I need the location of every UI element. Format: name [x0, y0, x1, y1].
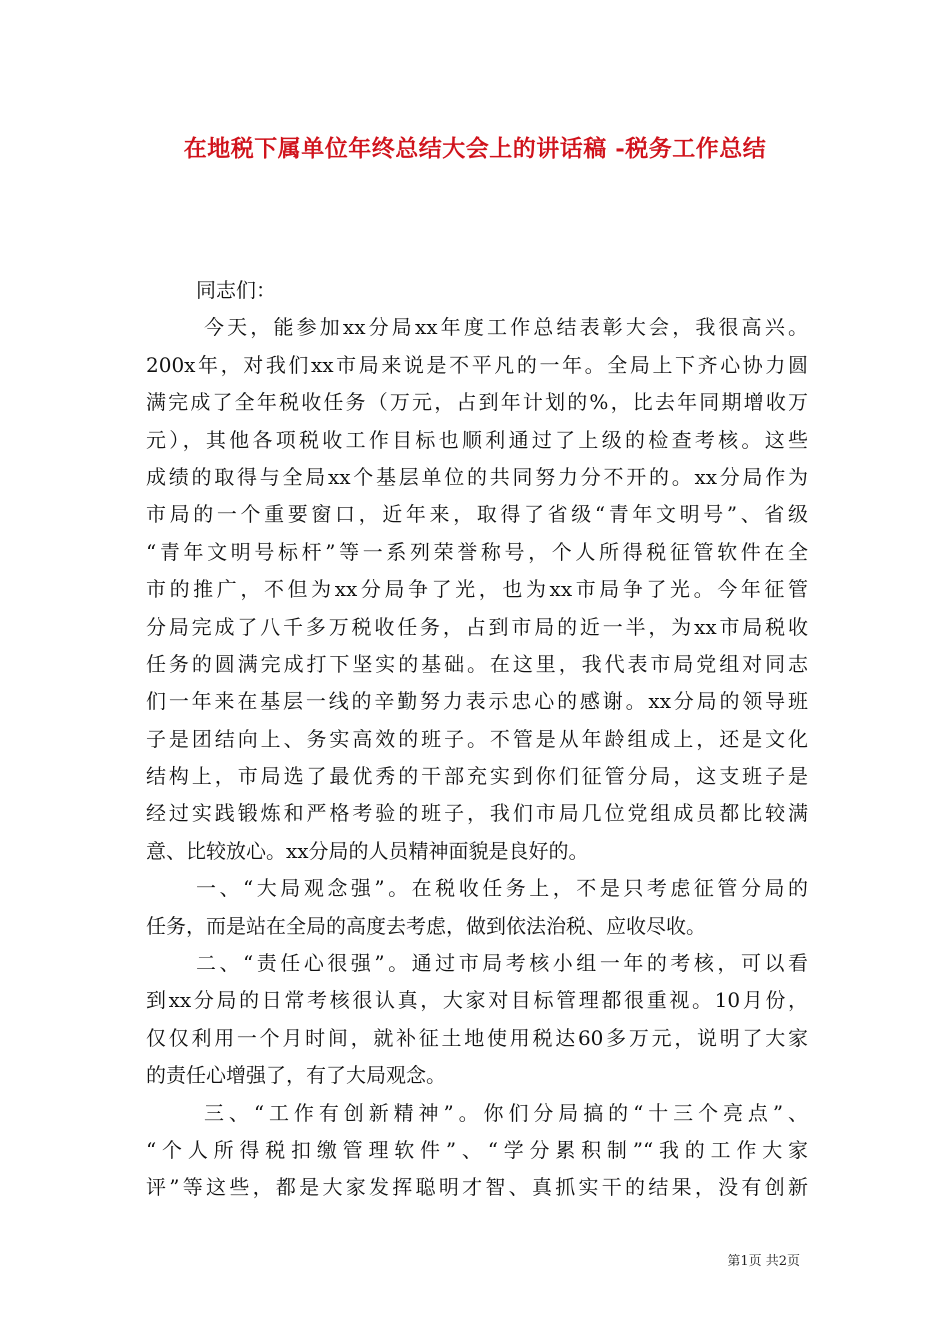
- paragraph-line: 今天，能参加xx分局xx年度工作总结表彰大会，我很高兴。: [204, 315, 808, 340]
- paragraph-line: 一、“大局观念强”。在税收任务上，不是只考虑征管分局的: [196, 876, 808, 901]
- paragraph-line: 们一年来在基层一线的辛勤努力表示忠心的感谢。xx分局的领导班: [146, 689, 808, 714]
- paragraph-line: “青年文明号标杆”等一系列荣誉称号，个人所得税征管软件在全: [146, 539, 808, 564]
- paragraph-line: 三、“工作有创新精神”。你们分局搞的“十三个亮点”、: [204, 1100, 808, 1125]
- paragraph-line: 分局完成了八千多万税收任务，占到市局的近一半，为xx市局税收: [146, 614, 808, 639]
- paragraph-line: 子是团结向上、务实高效的班子。不管是从年龄组成上，还是文化: [146, 726, 808, 751]
- salutation-line: 同志们：: [196, 278, 276, 302]
- paragraph-line: 成绩的取得与全局xx个基层单位的共同努力分不开的。xx分局作为: [146, 464, 808, 489]
- paragraph-line: 任务的圆满完成打下坚实的基础。在这里，我代表市局党组对同志: [146, 651, 808, 676]
- paragraph-line: 满完成了全年税收任务（万元，占到年计划的%，比去年同期增收万: [146, 390, 808, 415]
- document-body: [146, 272, 808, 1207]
- page-footer: 第1页 共2页: [727, 1254, 800, 1269]
- paragraph-line: 结构上，市局选了最优秀的干部充实到你们征管分局，这支班子是: [146, 764, 808, 789]
- page-title: 在地税下属单位年终总结大会上的讲话稿 -税务工作总结: [183, 135, 767, 162]
- paragraph-line: 200x年，对我们xx市局来说是不平凡的一年。全局上下齐心协力圆: [146, 352, 808, 377]
- paragraph-line: 任务，而是站在全局的高度去考虑，做到依法治税、应收尽收。: [146, 913, 706, 938]
- paragraph-line: 经过实践锻炼和严格考验的班子，我们市局几位党组成员都比较满: [146, 801, 808, 826]
- paragraph-line: 市的推广，不但为xx分局争了光，也为xx市局争了光。今年征管: [146, 577, 808, 602]
- paragraph-line: 意、比较放心。xx分局的人员精神面貌是良好的。: [146, 838, 589, 863]
- paragraph-line: 二、“责任心很强”。通过市局考核小组一年的考核，可以看: [196, 951, 808, 976]
- paragraph-line: 仅仅利用一个月时间，就补征土地使用税达60多万元，说明了大家: [146, 1025, 808, 1050]
- paragraph-line: 的责任心增强了，有了大局观念。: [146, 1063, 446, 1088]
- paragraph-line: 评”等这些，都是大家发挥聪明才智、真抓实干的结果，没有创新: [146, 1175, 808, 1200]
- paragraph-line: 市局的一个重要窗口，近年来，取得了省级“青年文明号”、省级: [146, 502, 808, 527]
- paragraph-line: “个人所得税扣缴管理软件”、“学分累积制”“我的工作大家: [146, 1137, 808, 1162]
- paragraph-line: 到xx分局的日常考核很认真，大家对目标管理都很重视。10月份，: [146, 988, 808, 1013]
- paragraph-line: 元），其他各项税收工作目标也顺利通过了上级的检查考核。这些: [146, 427, 808, 452]
